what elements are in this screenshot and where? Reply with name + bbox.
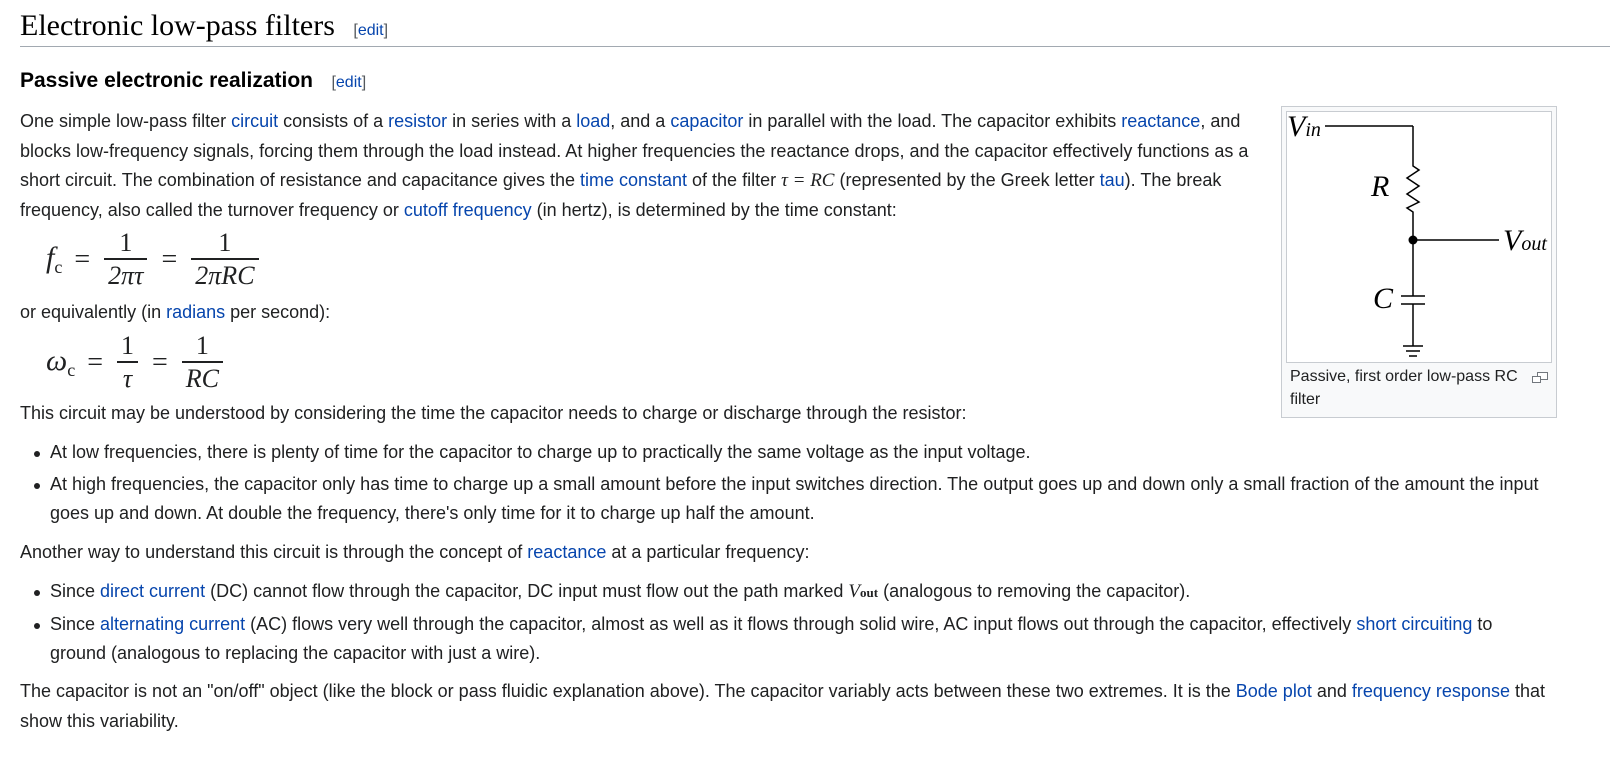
- label-vin: Vin: [1287, 112, 1321, 143]
- list-item: Since alternating current (AC) flows very well through the capacitor, almost as well as it flows through solid wire, AC input flows out through the capacitor, effectively short circuiting to ground (analogous to replacing the capacitor with just a wire).: [20, 610, 1535, 669]
- magnify-icon[interactable]: [1532, 371, 1548, 383]
- text: in parallel with the load. The capacitor exhibits: [743, 111, 1122, 131]
- text: in series with a: [447, 111, 577, 131]
- eq-sign: =: [87, 346, 103, 378]
- eq-lhs: $f_c$: [46, 241, 63, 278]
- link-direct-current[interactable]: direct current: [100, 581, 206, 601]
- subsection-edit: [edit]: [331, 74, 367, 91]
- eq-sign: =: [161, 243, 178, 275]
- section-edit-link[interactable]: edit: [357, 22, 384, 39]
- link-capacitor[interactable]: capacitor: [670, 111, 744, 131]
- link-bode-plot[interactable]: Bode plot: [1235, 681, 1312, 701]
- figure-caption: Passive, first order low-pass RC filter: [1290, 368, 1518, 408]
- link-time-constant[interactable]: time constant: [579, 170, 688, 190]
- resistor-symbol: [1407, 160, 1419, 216]
- link-circuit[interactable]: circuit: [231, 111, 279, 131]
- link-reactance-2[interactable]: reactance: [527, 542, 607, 562]
- label-vout: Vout: [1503, 224, 1547, 257]
- link-short-circuiting[interactable]: short circuiting: [1356, 613, 1473, 634]
- text: , and blocks low-frequency signals, forcing them through the load instead. At higher frequencies the reactance drops, and the capacitor effectively functions as a short circuit. The combination of resistance and capacitance gives the: [20, 111, 1249, 190]
- section-edit: [edit]: [353, 22, 389, 39]
- subsection-title: Passive electronic realization: [20, 69, 313, 92]
- inline-math-vout: Vout: [848, 581, 879, 602]
- section-heading: [20, 8, 1610, 47]
- paragraph-radians: or equivalently (in radians per second):: [20, 302, 331, 322]
- circuit-image[interactable]: [1286, 111, 1552, 363]
- subsection-edit-link[interactable]: edit: [335, 74, 362, 91]
- paragraph-understanding: This circuit may be understood by considering the time the capacitor needs to charge or discharge through the resistor:: [20, 403, 967, 423]
- text: of the filter: [687, 170, 782, 190]
- list-item: At high frequencies, the capacitor only has time to charge up a small amount before the input switches direction. The output goes up and down only a small fraction of the amount the input goes up and down. At double the frequency, there's only time for it to charge up half the amount.: [20, 470, 1550, 529]
- fraction: $\frac{1}{RC}$: [182, 331, 223, 395]
- fraction: $\frac{1}{2\pi\tau}$: [104, 228, 147, 292]
- text: consists of a: [278, 111, 389, 131]
- link-frequency-response[interactable]: frequency response: [1351, 681, 1510, 701]
- link-cutoff-frequency[interactable]: cutoff frequency: [403, 199, 532, 220]
- paragraph-bode: The capacitor is not an "on/off" object (like the block or pass fluidic explanation above). The capacitor variably acts between these two extremes. It is the Bode plot and frequency response that show this variability.: [20, 681, 1546, 731]
- subsection-heading: [20, 66, 366, 96]
- figure-rc-filter: [1281, 106, 1557, 418]
- eq-lhs: $\omega_c$: [46, 344, 76, 381]
- link-tau[interactable]: tau: [1099, 170, 1125, 190]
- fraction: $\frac{1}{\tau}$: [117, 331, 138, 395]
- list-frequency-behavior: [20, 438, 1550, 529]
- eq-sign: =: [74, 243, 91, 275]
- fraction: $\frac{1}{\text{2πRC}}$: [191, 228, 258, 292]
- text: One simple low-pass filter: [20, 111, 232, 131]
- paragraph-reactance: Another way to understand this circuit is through the concept of reactance at a particular frequency:: [20, 542, 810, 562]
- link-resistor[interactable]: resistor: [388, 111, 448, 131]
- label-r: R: [1371, 170, 1390, 203]
- list-item: Since direct current (DC) cannot flow through the capacitor, DC input must flow out the path marked Vout (analogous to removing the capacitor).: [20, 577, 1535, 608]
- inline-math-tau: τ = RC: [781, 170, 835, 191]
- text: ). The break frequency, also called the turnover frequency or: [20, 170, 1222, 220]
- list-dc-ac: [20, 577, 1535, 669]
- link-radians[interactable]: radians: [166, 302, 226, 322]
- text: , and a: [610, 111, 671, 131]
- list-item: At low frequencies, there is plenty of time for the capacitor to charge up to practically the same voltage as the input voltage.: [20, 438, 1550, 468]
- paragraph-intro: [20, 107, 1270, 225]
- link-alternating-current[interactable]: alternating current: [100, 613, 246, 634]
- junction-node: [1409, 236, 1418, 245]
- eq-sign: =: [151, 346, 168, 378]
- link-reactance[interactable]: reactance: [1121, 111, 1201, 131]
- text: (in hertz), is determined by the time constant:: [531, 199, 897, 220]
- equation-omega: [46, 331, 225, 395]
- equation-fc: [46, 228, 261, 292]
- link-load[interactable]: load: [576, 111, 611, 131]
- section-title: Electronic low-pass filters: [20, 9, 335, 42]
- label-c: C: [1373, 282, 1394, 315]
- rc-circuit-diagram: [1287, 112, 1551, 362]
- text: (represented by the Greek letter: [834, 170, 1100, 190]
